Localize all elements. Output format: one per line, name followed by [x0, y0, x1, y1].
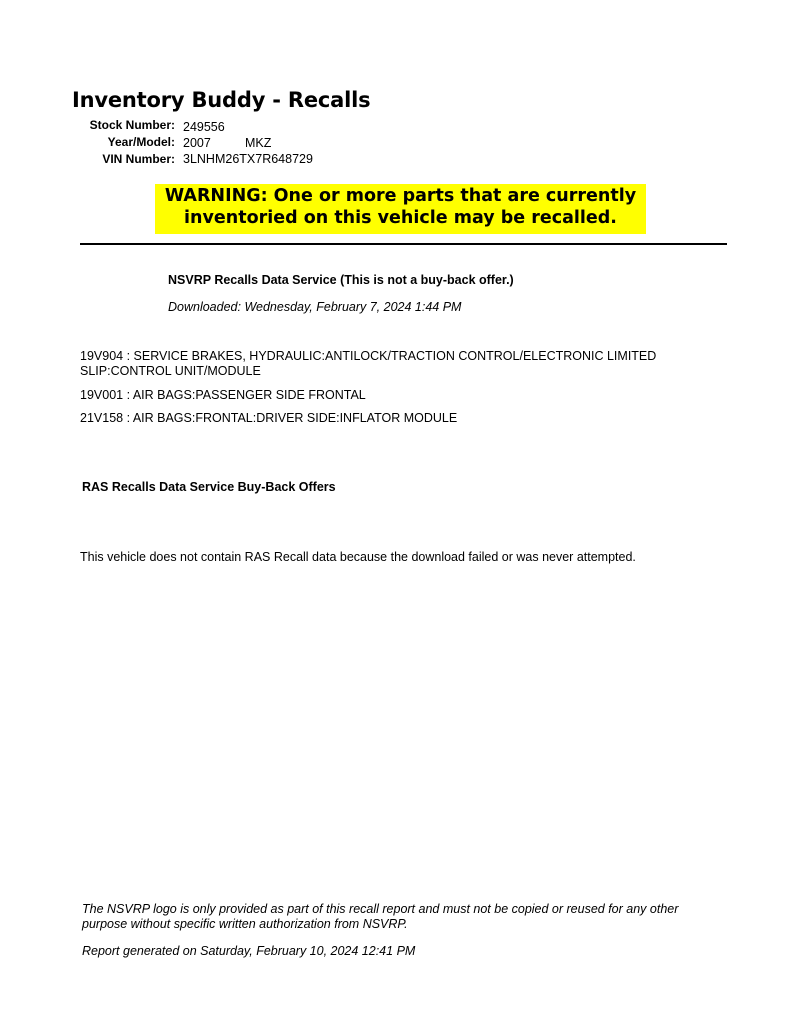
warning-line-1: WARNING: One or more parts that are currently	[164, 186, 637, 206]
nsvrp-downloaded-date: Downloaded: Wednesday, February 7, 2024 1:44 PM	[168, 300, 462, 314]
recall-warning-banner	[155, 184, 646, 234]
vin-number-label: VIN Number:	[102, 152, 175, 166]
year-model-label: Year/Model:	[107, 135, 175, 149]
year-value: 2007	[183, 136, 211, 150]
stock-number-value: 249556	[183, 120, 225, 134]
ras-message: This vehicle does not contain RAS Recall data because the download failed or was never attempted.	[80, 550, 636, 564]
ras-section-title: RAS Recalls Data Service Buy-Back Offers	[82, 480, 336, 494]
divider	[80, 243, 727, 245]
stock-number-label: Stock Number:	[89, 118, 175, 132]
warning-line-2: inventoried on this vehicle may be recalled.	[184, 207, 617, 228]
recall-item: 19V904 : SERVICE BRAKES, HYDRAULIC:ANTILOCK/TRACTION CONTROL/ELECTRONIC LIMITED SLIP:CONTROL UNIT/MODULE	[80, 349, 657, 378]
report-generated-date: Report generated on Saturday, February 10, 2024 12:41 PM	[82, 944, 416, 958]
page-title: Inventory Buddy - Recalls	[72, 88, 371, 112]
logo-disclaimer: The NSVRP logo is only provided as part of this recall report and must not be copied or reused for any other purpose without specific written authorization from NSVRP.	[82, 902, 679, 931]
vin-number-value: 3LNHM26TX7R648729	[183, 152, 313, 166]
recall-item: 21V158 : AIR BAGS:FRONTAL:DRIVER SIDE:INFLATOR MODULE	[80, 411, 458, 425]
model-value: MKZ	[245, 136, 272, 150]
recall-item: 19V001 : AIR BAGS:PASSENGER SIDE FRONTAL	[80, 388, 366, 402]
nsvrp-section-title: NSVRP Recalls Data Service (This is not a buy-back offer.)	[168, 273, 514, 287]
